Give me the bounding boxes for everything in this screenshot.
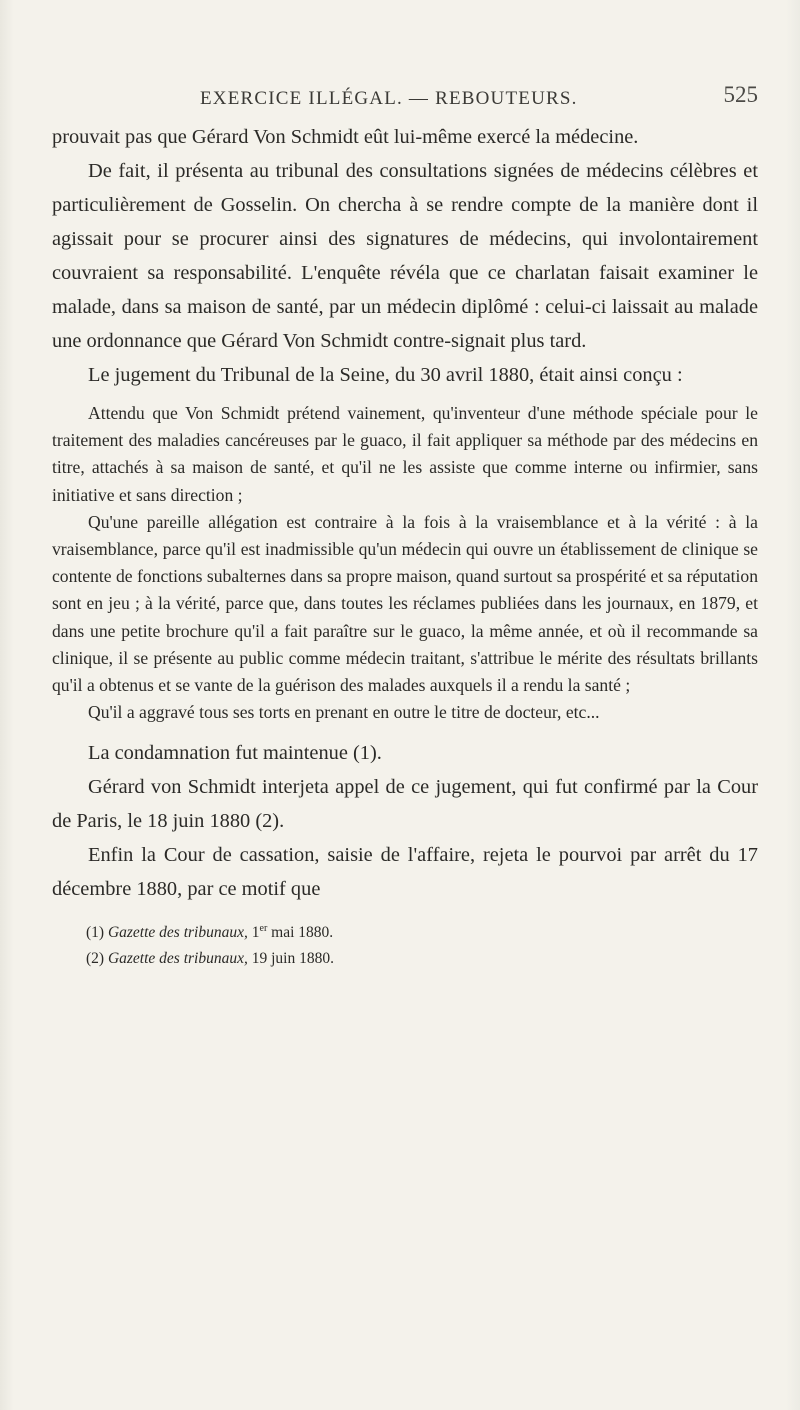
footnote-date-rest: mai 1880.: [267, 924, 334, 942]
footnote-2: [52, 944, 758, 969]
footnote-marker: (1): [86, 924, 105, 942]
body-text: [52, 120, 758, 969]
page-number: 525: [723, 82, 758, 107]
footnote-source: Gazette des tribunaux,: [107, 924, 248, 942]
quote-paragraph-2: Qu'une pareille allégation est contraire à la fois à la vraisemblance et à la vérité : à la vraisemblance, parce qu'il est inadmissible qu'un médecin qui ouvre un établissement de clinique se contente de fonctions subalternes dans sa propre maison, quand surtout sa prospérité et sa réputation sont en jeu ; à la vérité, parce que, dans toutes les réclames publiées dans les journaux, en 1879, et dans une petite brochure qu'il a fait paraître sur le guaco, la même année, et où il recommande sa clinique, il se présente au public comme médecin traitant, s'attribue le mérite des résultats brillants qu'il a obtenus et se vante de la guérison des malades auxquels il a rendu la santé ;: [52, 511, 759, 696]
footnote-source: Gazette des tribunaux,: [107, 949, 248, 967]
running-head: EXERCICE ILLÉGAL. — REBOUTEURS.: [200, 88, 578, 109]
paragraph-3: Le jugement du Tribunal de la Seine, du 30 avril 1880, était ainsi conçu :: [88, 364, 683, 386]
quote-paragraph-1: Attendu que Von Schmidt prétend vainement, qu'inventeur d'une méthode spéciale pour le traitement des maladies cancéreuses par le guaco, il fait appliquer sa méthode par des médecins en titre, attachés à sa maison de santé, et qu'il ne les assiste que comme interne ou infirmier, sans initiative et sans direction ;: [52, 403, 758, 505]
judgment-quote: [52, 400, 758, 726]
page-header: [52, 82, 758, 118]
footnote-date: 19 juin 1880.: [251, 949, 334, 967]
footnotes: [52, 918, 758, 968]
paragraph-1: prouvait pas que Gérard Von Schmidt eût lui-même exercé la médecine.: [52, 126, 639, 148]
paragraph-6: Enfin la Cour de cassation, saisie de l'affaire, rejeta le pourvoi par arrêt du 17 décembre 1880, par ce motif que: [52, 844, 758, 901]
paragraph-2: De fait, il présenta au tribunal des consultations signées de médecins célèbres et particulièrement de Gosselin. On chercha à se rendre compte de la manière dont il agissait pour se procurer ainsi des signatures de médecins, qui involontairement couvraient sa responsabilité. L'enquête révéla que ce charlatan faisait examiner le malade, dans sa maison de santé, par un médecin diplômé : celui-ci laissait au malade une ordonnance que Gérard Von Schmidt contre-signait plus tard.: [52, 160, 758, 352]
paragraph-5: Gérard von Schmidt interjeta appel de ce jugement, qui fut confirmé par la Cour de Paris, le 18 juin 1880 (2).: [52, 776, 758, 833]
footnote-1: [52, 918, 758, 943]
footnote-date: 1: [251, 924, 260, 942]
footnote-marker: (2): [86, 949, 105, 967]
footnote-date-sup: er: [259, 923, 268, 935]
quote-paragraph-3: Qu'il a aggravé tous ses torts en prenant en outre le titre de docteur, etc...: [88, 702, 600, 723]
paragraph-4: La condamnation fut maintenue (1).: [88, 742, 382, 765]
